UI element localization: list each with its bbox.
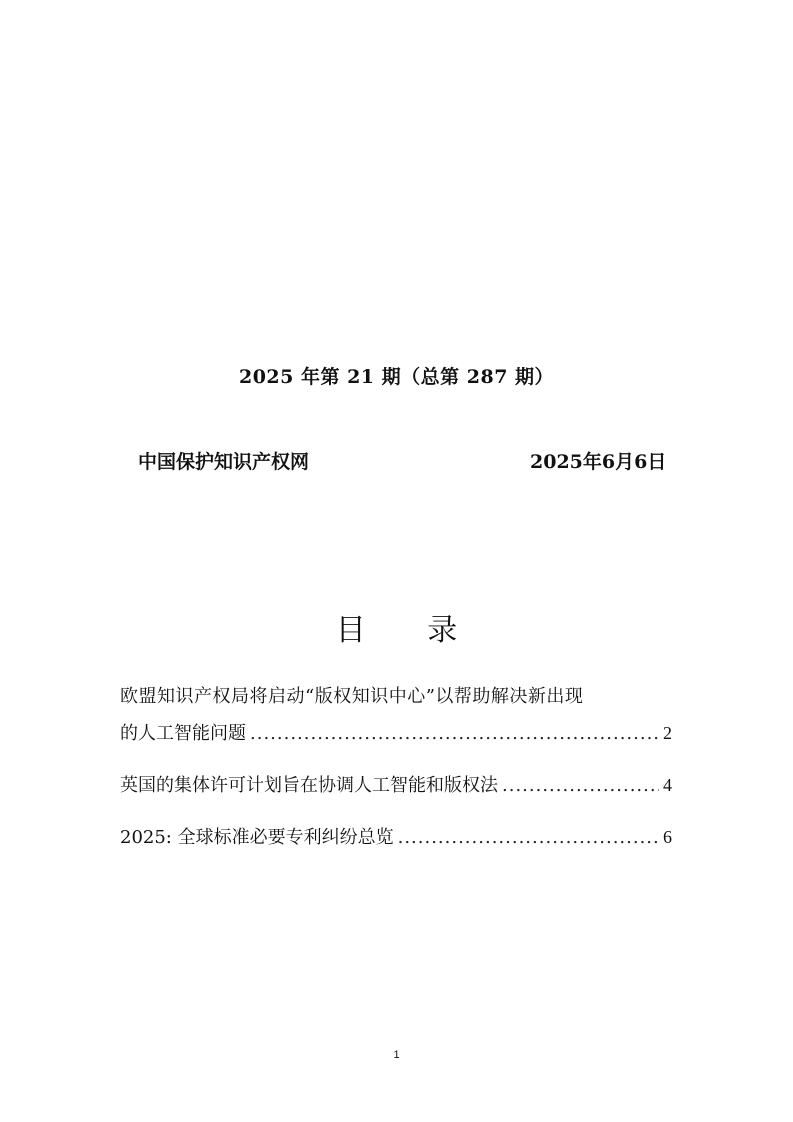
toc-entry[interactable] [120, 819, 672, 856]
toc-entry-title: 英国的集体许可计划旨在协调人工智能和版权法 [120, 775, 498, 796]
entry-spacer [120, 804, 672, 819]
toc-leader-dots [250, 715, 659, 752]
publisher-name: 中国保护知识产权网 [138, 451, 310, 473]
entry-spacer [120, 752, 672, 767]
toc-entry[interactable] [120, 678, 672, 752]
toc-entry-title-line1: 欧盟知识产权局将启动“版权知识中心”以帮助解决新出现 [120, 686, 584, 707]
toc-entry-line [120, 715, 672, 752]
issue-line: 2025 年第 21 期（总第 287 期） [238, 366, 555, 388]
toc-entry[interactable] [120, 767, 672, 804]
publish-date: 2025年6月6日 [530, 451, 667, 473]
toc-entry-page: 4 [663, 775, 672, 795]
toc-entry-line [120, 678, 672, 715]
toc-entry-title: 2025: 全球标准必要专利纠纷总览 [120, 827, 394, 848]
toc-entry-title-line2: 的人工智能问题 [120, 723, 246, 744]
toc-leader-dots [502, 767, 659, 804]
toc-entry-line [120, 767, 672, 804]
toc-entry-line [120, 819, 672, 856]
toc-leader-dots [398, 819, 659, 856]
toc-entry-page: 6 [663, 827, 672, 847]
table-of-contents [120, 678, 672, 856]
toc-entry-page: 2 [663, 723, 672, 743]
toc-title: 目 录 [335, 613, 484, 648]
page-number: 1 [393, 1049, 400, 1061]
